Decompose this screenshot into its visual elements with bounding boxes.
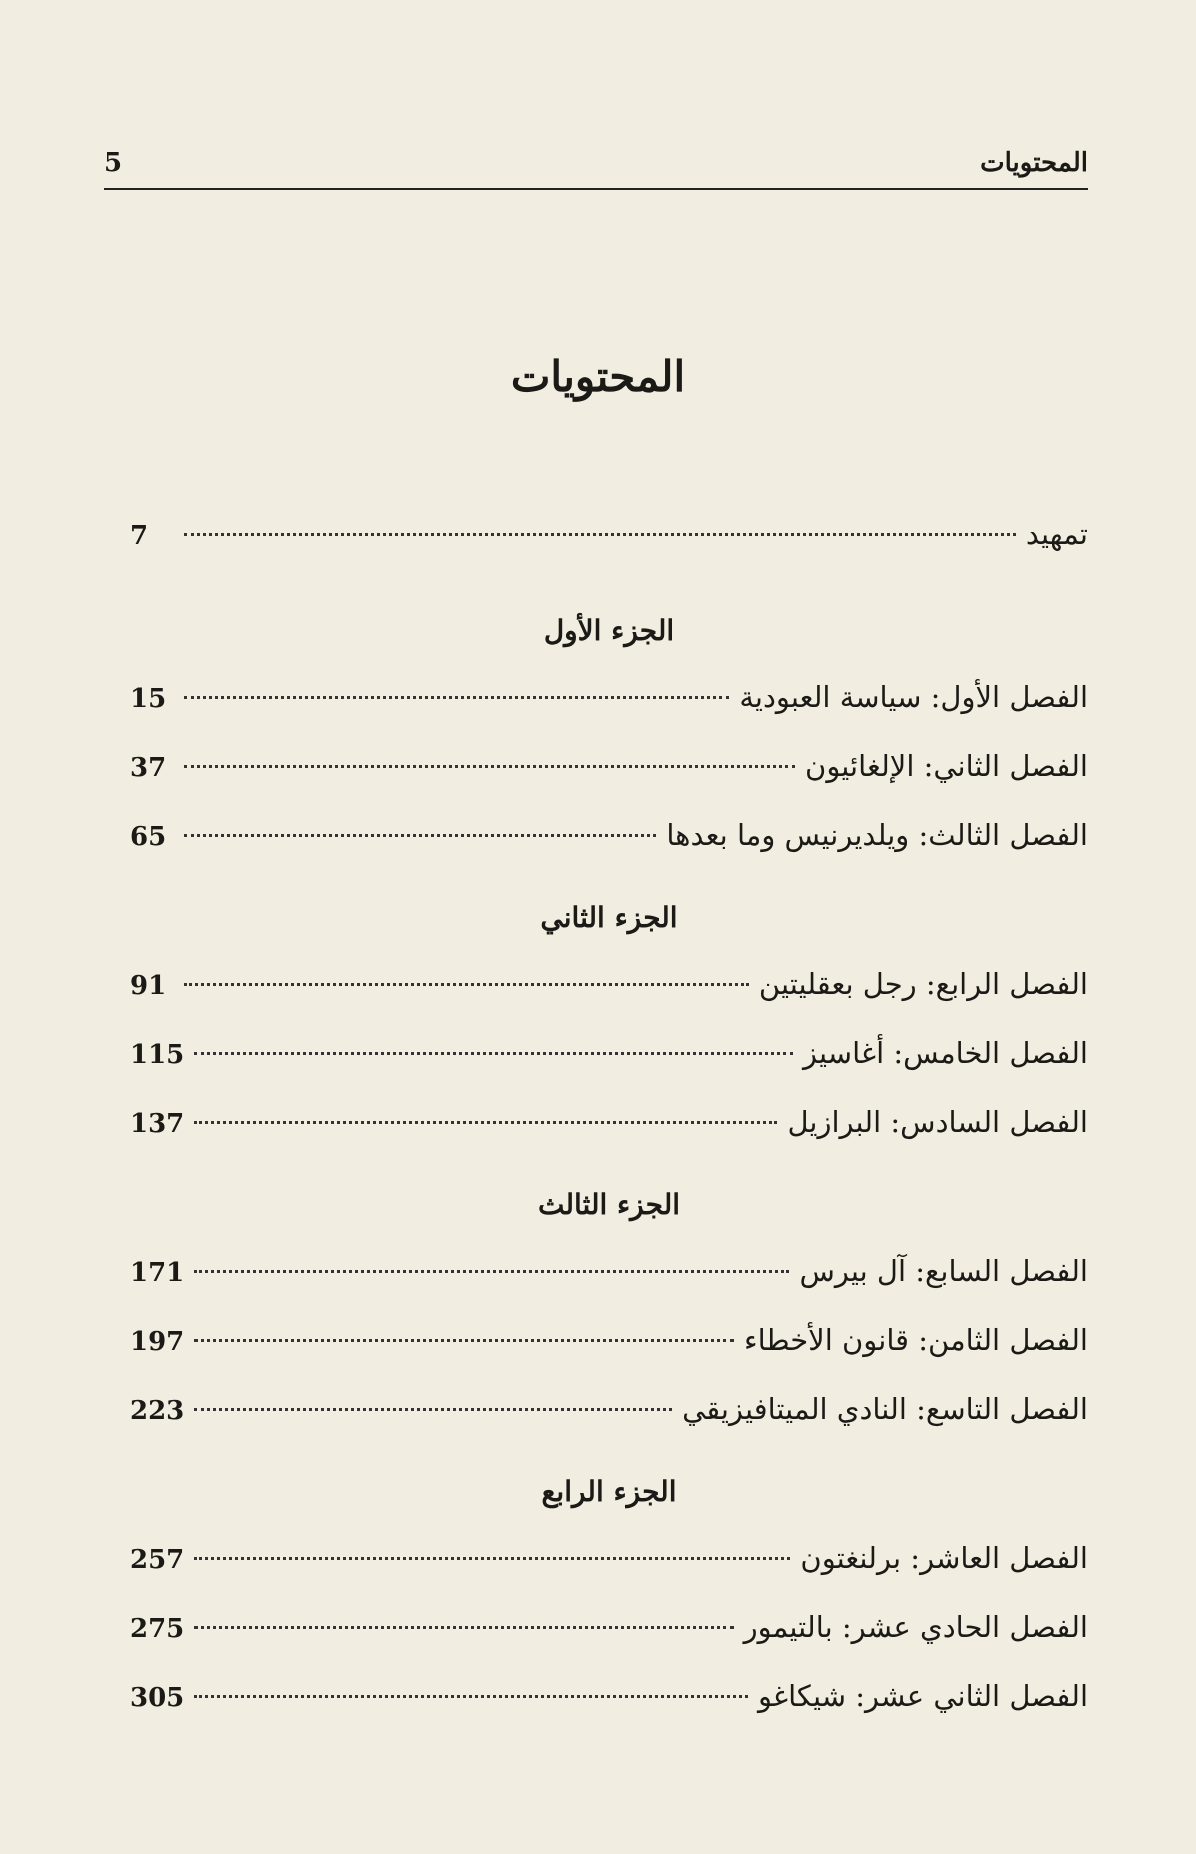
toc-entry-label: الفصل السابع: آل بيرس [799,1254,1088,1288]
running-header [104,148,1088,190]
part-heading [130,1157,1088,1237]
toc-entry-label: الفصل العاشر: برلنغتون [800,1541,1088,1575]
toc-entry-page: 305 [130,1683,185,1713]
dot-leader [184,983,749,986]
toc-entry-page: 15 [130,684,167,714]
toc-entry-label: الفصل الأول: سياسة العبودية [739,680,1088,714]
toc-entry-page: 171 [130,1258,185,1288]
toc-entry-label: الفصل الحادي عشر: بالتيمور [743,1610,1088,1644]
dot-leader [194,1695,748,1698]
toc-entry [130,1088,1088,1157]
part-heading [130,870,1088,950]
toc-entry-label: الفصل الرابع: رجل بعقليتين [758,967,1088,1001]
toc-entry-page: 91 [130,971,167,1001]
part-heading-text: الجزء الثالث [537,1188,681,1221]
toc-entry-intro [130,500,1088,569]
toc-entry-label: تمهيد [1025,517,1088,551]
toc-entry-label: الفصل الخامس: أغاسيز [803,1036,1088,1070]
toc-entry [130,1019,1088,1088]
toc-entry [130,1593,1088,1662]
toc-entry-page: 115 [130,1040,185,1070]
toc-entry-page: 257 [130,1545,185,1575]
dot-leader [184,834,656,837]
part-heading [130,1444,1088,1524]
page-title: المحتويات [510,352,686,401]
part-heading-text: الجزء الأول [543,614,675,647]
part-heading [130,583,1088,663]
toc-entry [130,801,1088,870]
dot-leader [194,1270,789,1273]
dot-leader [194,1557,790,1560]
toc-entry-page: 65 [130,822,167,852]
part-heading-text: الجزء الرابع [541,1475,677,1508]
toc-entry-page: 223 [130,1396,185,1426]
toc-entry-page: 197 [130,1327,185,1357]
dot-leader [184,696,729,699]
toc-entry [130,1662,1088,1731]
toc-entry-label: الفصل السادس: البرازيل [787,1105,1088,1139]
toc-entry-page: 137 [130,1109,185,1139]
toc-entry [130,732,1088,801]
dot-leader [194,1626,733,1629]
toc-entry-label: الفصل الثامن: قانون الأخطاء [743,1323,1088,1357]
toc-entry [130,1375,1088,1444]
toc-entry-label: الفصل الثالث: ويلديرنيس وما بعدها [666,818,1088,852]
toc-entry-label: الفصل الثاني: الإلغائيون [805,749,1088,783]
dot-leader [194,1052,793,1055]
toc-entry [130,1306,1088,1375]
dot-leader [194,1339,734,1342]
toc-entry-page: 275 [130,1614,185,1644]
dot-leader [184,533,1016,536]
dot-leader [194,1408,672,1411]
table-of-contents [130,500,1088,1731]
toc-entry-label: الفصل الثاني عشر: شيكاغو [757,1679,1088,1713]
toc-entry-page: 37 [130,753,167,783]
running-title: المحتويات [980,148,1088,178]
toc-entry-page: 7 [130,521,149,551]
page-number: 5 [104,148,123,178]
dot-leader [194,1121,777,1124]
toc-entry-label: الفصل التاسع: النادي الميتافيزيقي [682,1392,1088,1426]
dot-leader [184,765,795,768]
part-heading-text: الجزء الثاني [540,901,678,934]
